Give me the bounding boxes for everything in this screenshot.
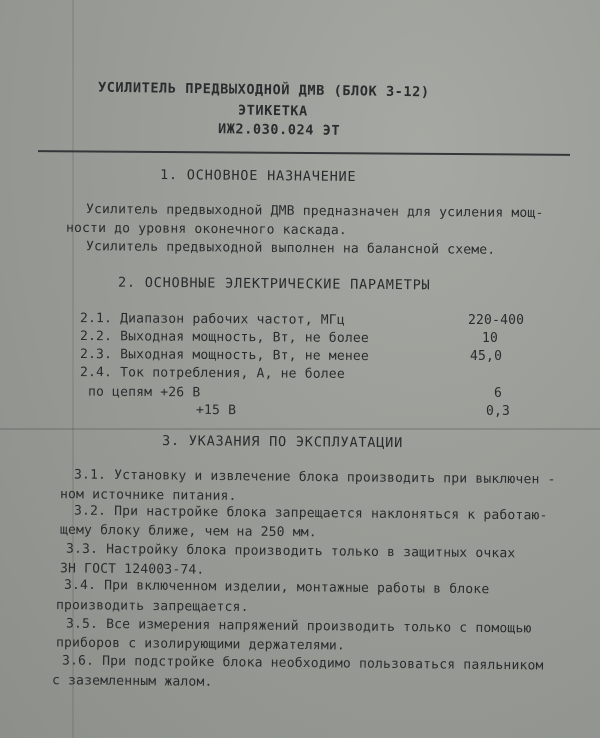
param-value: 6	[494, 386, 503, 401]
instruction-line: 3.2. При настройке блока запрещается наклоняться к работаю-	[73, 503, 548, 524]
param-label: по цепям +26 В	[87, 384, 201, 401]
instruction-line: 3.3. Настройку блока производить только в защитных очках	[65, 541, 516, 562]
section-2-heading: 2. ОСНОВНЫЕ ЭЛЕКТРИЧЕСКИЕ ПАРАМЕТРЫ	[117, 274, 431, 294]
instruction-line: 3.5. Все измерения напряжений производить только с помощью	[65, 616, 532, 637]
param-label: 2.2. Выходная мощность, Вт, не более	[79, 328, 370, 347]
param-label: 2.4. Ток потребления, А, не более	[79, 365, 345, 382]
section-1-line: ности до уровня оконечного каскада.	[65, 220, 347, 239]
instruction-line: 3.1. Установку и извлечение блока производить при выключен -	[73, 467, 556, 488]
instruction-line: ЗН ГОСТ 124003-74.	[59, 561, 205, 578]
header-rule	[38, 150, 570, 156]
instruction-line: с заземленным жалом.	[51, 673, 213, 690]
instruction-line: 3.4. При включенном изделии, монтажные работы в блоке	[63, 577, 490, 598]
param-value: 220-400	[468, 313, 525, 328]
paper-fold-horizontal	[0, 428, 600, 430]
document-code: ИЖ2.030.024 ЭТ	[217, 121, 341, 139]
param-value: 0,3	[486, 404, 511, 419]
instruction-line: приборов с изолирующими держателями.	[55, 635, 346, 654]
param-label: 2.3. Выходная мощность, Вт, не менее	[79, 346, 370, 365]
document-title: УСИЛИТЕЛЬ ПРЕДВЫХОДНОЙ ДМВ (БЛОК 3-12)	[97, 79, 430, 101]
param-label: +15 В	[195, 402, 237, 419]
section-1-heading: 1. ОСНОВНОЕ НАЗНАЧЕНИЕ	[159, 166, 357, 186]
param-value: 45,0	[470, 349, 503, 364]
section-3-heading: 3. УКАЗАНИЯ ПО ЭКСПЛУАТАЦИИ	[161, 432, 404, 452]
instruction-line: ном источнике питания.	[59, 487, 237, 504]
instruction-line: щему блоку ближе, чем на 250 мм.	[59, 522, 317, 541]
section-1-line: Усилитель предвыходной выполнен на балансной схеме.	[85, 239, 496, 258]
document-subtitle: ЭТИКЕТКА	[237, 102, 308, 120]
section-1-line: Усилитель предвыходной ДМВ предназначен для усиления мощ-	[85, 202, 544, 221]
instruction-line: производить запрещается.	[55, 597, 249, 616]
param-label: 2.1. Диапазон рабочих частот, МГц	[79, 311, 345, 328]
instruction-line: 3.6. При подстройке блока необходимо пользоваться паяльником	[61, 653, 544, 674]
param-value: 10	[482, 331, 499, 346]
